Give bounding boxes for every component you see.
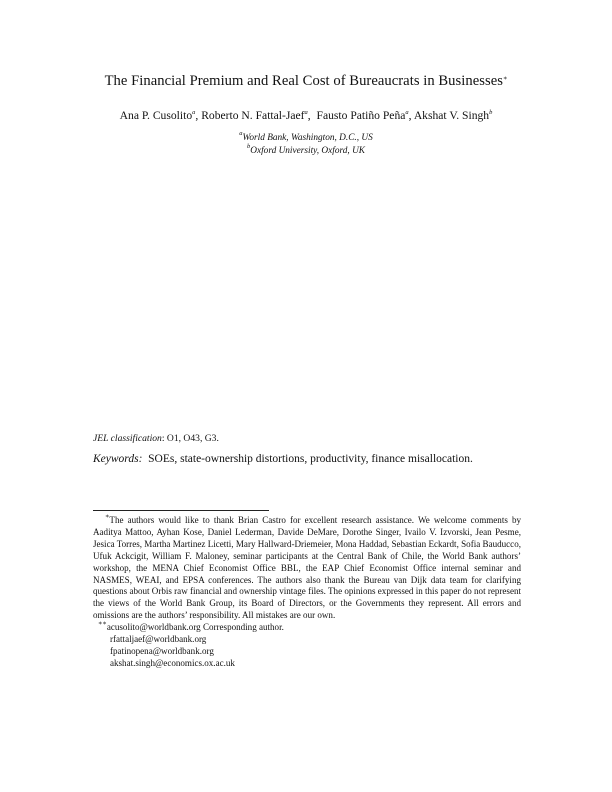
- footnote-mark: ∗∗: [98, 620, 107, 628]
- acknowledgement-footnote: [93, 515, 521, 622]
- paper-title: [0, 73, 612, 90]
- author-affiliation-mark: b: [489, 109, 493, 116]
- footnote-text: The authors would like to thank Brian Castro for excellent research assistance. We welcome comments by Aaditya Mattoo, Ayhan Kose, Daniel Lederman, Davide DeMare, Dorothe Singer, Ivailo V. Izvorski, Jean Pesme, Jesica Torres, Martha Martinez Licetti, Mary Hallward-Driemeier, Mona Haddad, Sebastian Eckardt, Sofia Bauducco, Ufuk Ackcigit, William F. Maloney, seminar participants at the Central Bank of Chile, the World Bank authors’ workshop, the MENA Chief Economist Office BBL, the EAP Chief Economist Office internal seminar and NASMES, WEAI, and EPSA conferences. The authors also thank the Bureau van Dijk data team for clarifying questions about Orbis raw financial and ownership vintage files. The opinions expressed in this paper do not represent the views of the World Bank Group, its Board of Directors, or the Governments they represent. All errors and omissions are the authors’ responsibility. All mistakes are our own.: [93, 515, 521, 621]
- author-separator: ,: [195, 109, 202, 122]
- jel-value: : O1, O43, G3.: [161, 433, 219, 444]
- author-separator: ,: [307, 109, 317, 122]
- keywords-label: Keywords:: [93, 453, 143, 465]
- affiliation: [0, 143, 612, 156]
- keywords-value: SOEs, state-ownership distortions, productivity, finance misallocation.: [142, 453, 473, 465]
- keywords: [93, 453, 473, 465]
- author-name: Ana P. Cusolito: [119, 109, 193, 122]
- affiliation-mark: b: [247, 143, 251, 150]
- email-line: akshat.singh@economics.ox.ac.uk: [110, 657, 235, 668]
- footnotes: [93, 515, 521, 670]
- footnote-text: acusolito@worldbank.org Corresponding author.: [106, 622, 284, 633]
- author-affiliation-mark: a: [192, 109, 196, 116]
- author-separator: ,: [408, 109, 414, 122]
- title-text: The Financial Premium and Real Cost of Bureaucrats in Businesses: [104, 73, 503, 89]
- author-name: Fausto Patiño Peña: [316, 109, 406, 122]
- author-list: [0, 109, 612, 122]
- author-affiliation-mark: a: [304, 109, 308, 116]
- jel-label: JEL classification: [93, 433, 162, 444]
- author-name: Akshat V. Singh: [413, 109, 490, 122]
- footnote-rule: [93, 510, 269, 511]
- author-affiliation-mark: a: [405, 109, 409, 116]
- jel-classification: [93, 433, 219, 444]
- affiliation: [0, 130, 612, 143]
- author-name: Roberto N. Fattal-Jaef: [201, 109, 305, 122]
- email-line: fpatinopena@worldbank.org: [110, 645, 214, 656]
- footnote-mark: ∗: [105, 513, 110, 520]
- corresponding-author-footnote: [93, 622, 521, 634]
- title-footnote-mark: ∗: [502, 75, 508, 82]
- affiliation-text: Oxford University, Oxford, UK: [250, 146, 365, 156]
- email-line: rfattaljaef@worldbank.org: [110, 634, 207, 645]
- affiliation-mark: a: [239, 130, 243, 137]
- affiliation-text: World Bank, Washington, D.C., US: [242, 133, 373, 143]
